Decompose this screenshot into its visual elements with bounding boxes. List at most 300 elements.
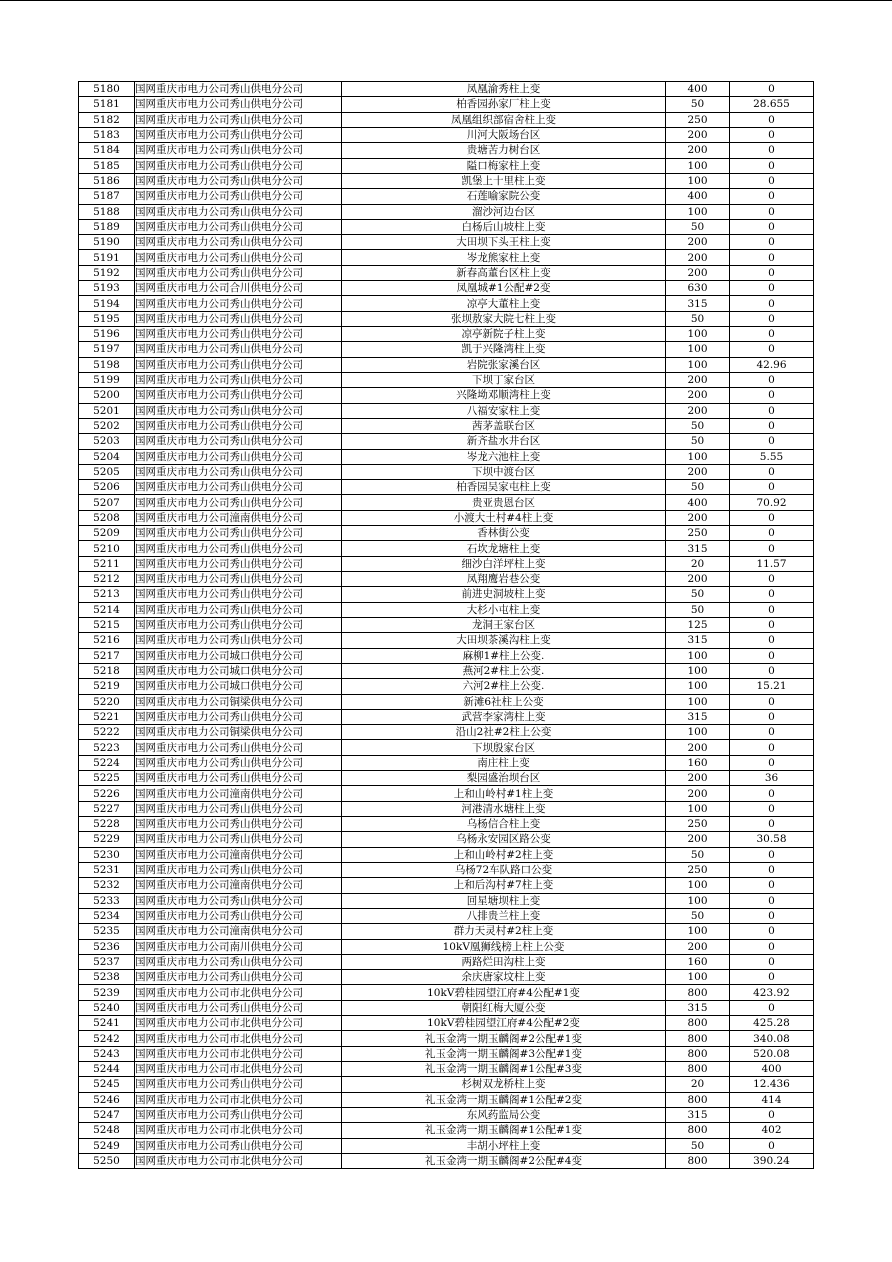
capacity-cell: 20 (666, 1077, 730, 1092)
company-cell: 国网重庆市电力公司秀山供电分公司 (135, 617, 342, 632)
capacity-cell: 50 (666, 847, 730, 862)
transformer-name-cell: 东风药监局公变 (342, 1107, 666, 1122)
transformer-name-cell: 香林街公变 (342, 526, 666, 541)
table-row (79, 602, 814, 617)
capacity-cell: 200 (666, 235, 730, 250)
value-cell: 0 (730, 893, 814, 908)
capacity-cell: 315 (666, 633, 730, 648)
table-row (79, 572, 814, 587)
company-cell: 国网重庆市电力公司秀山供电分公司 (135, 1077, 342, 1092)
value-cell: 0 (730, 372, 814, 387)
table-row (79, 388, 814, 403)
capacity-cell: 250 (666, 526, 730, 541)
table-body (79, 82, 814, 1169)
value-cell: 15.21 (730, 679, 814, 694)
table-row (79, 771, 814, 786)
row-id-cell: 5207 (79, 495, 135, 510)
company-cell: 国网重庆市电力公司秀山供电分公司 (135, 970, 342, 985)
row-id-cell: 5229 (79, 832, 135, 847)
table-row (79, 832, 814, 847)
row-id-cell: 5184 (79, 143, 135, 158)
value-cell: 0 (730, 924, 814, 939)
company-cell: 国网重庆市电力公司秀山供电分公司 (135, 357, 342, 372)
capacity-cell: 100 (666, 893, 730, 908)
row-id-cell: 5244 (79, 1062, 135, 1077)
table-row (79, 173, 814, 188)
transformer-name-cell: 细沙白洋坪柱上变 (342, 556, 666, 571)
value-cell: 0 (730, 510, 814, 525)
company-cell: 国网重庆市电力公司秀山供电分公司 (135, 740, 342, 755)
capacity-cell: 800 (666, 1153, 730, 1168)
row-id-cell: 5226 (79, 786, 135, 801)
capacity-cell: 50 (666, 97, 730, 112)
value-cell: 0 (730, 250, 814, 265)
capacity-cell: 200 (666, 510, 730, 525)
transformer-name-cell: 沿山2社#2柱上公变 (342, 725, 666, 740)
value-cell: 0 (730, 786, 814, 801)
table-row (79, 1107, 814, 1122)
row-id-cell: 5196 (79, 327, 135, 342)
transformer-name-cell: 麻柳1#柱上公变. (342, 648, 666, 663)
capacity-cell: 100 (666, 679, 730, 694)
capacity-cell: 100 (666, 342, 730, 357)
table-row (79, 817, 814, 832)
transformer-name-cell: 石莲喻家院公变 (342, 189, 666, 204)
transformer-name-cell: 上和山岭村#1柱上变 (342, 786, 666, 801)
capacity-cell: 800 (666, 1016, 730, 1031)
capacity-cell: 100 (666, 878, 730, 893)
company-cell: 国网重庆市电力公司潼南供电分公司 (135, 878, 342, 893)
value-cell: 0 (730, 694, 814, 709)
value-cell: 0 (730, 939, 814, 954)
company-cell: 国网重庆市电力公司秀山供电分公司 (135, 495, 342, 510)
table-row (79, 755, 814, 770)
value-cell: 0 (730, 434, 814, 449)
company-cell: 国网重庆市电力公司秀山供电分公司 (135, 372, 342, 387)
row-id-cell: 5232 (79, 878, 135, 893)
table-row (79, 510, 814, 525)
table-row (79, 541, 814, 556)
transformer-name-cell: 石坎龙塘柱上变 (342, 541, 666, 556)
transformer-name-cell: 柏香园孙家厂柱上变 (342, 97, 666, 112)
table-row (79, 480, 814, 495)
value-cell: 70.92 (730, 495, 814, 510)
table-row (79, 679, 814, 694)
transformer-name-cell: 前进史洞坡柱上变 (342, 587, 666, 602)
capacity-cell: 315 (666, 1107, 730, 1122)
row-id-cell: 5185 (79, 158, 135, 173)
table-row (79, 587, 814, 602)
value-cell: 0 (730, 265, 814, 280)
value-cell: 0 (730, 541, 814, 556)
value-cell: 0 (730, 526, 814, 541)
row-id-cell: 5234 (79, 908, 135, 923)
company-cell: 国网重庆市电力公司市北供电分公司 (135, 1046, 342, 1061)
transformer-name-cell: 岩院张家溪台区 (342, 357, 666, 372)
row-id-cell: 5241 (79, 1016, 135, 1031)
company-cell: 国网重庆市电力公司秀山供电分公司 (135, 480, 342, 495)
capacity-cell: 200 (666, 388, 730, 403)
table-row (79, 1153, 814, 1168)
capacity-cell: 50 (666, 219, 730, 234)
capacity-cell: 800 (666, 1031, 730, 1046)
value-cell: 11.57 (730, 556, 814, 571)
value-cell: 0 (730, 709, 814, 724)
transformer-name-cell: 10kV碧桂园望江府#4公配#2变 (342, 1016, 666, 1031)
value-cell: 0 (730, 663, 814, 678)
transformer-name-cell: 凉亭新院子柱上变 (342, 327, 666, 342)
row-id-cell: 5200 (79, 388, 135, 403)
transformer-name-cell: 隘口梅家柱上变 (342, 158, 666, 173)
value-cell: 0 (730, 82, 814, 97)
table-row (79, 1046, 814, 1061)
transformer-name-cell: 回星塘坝柱上变 (342, 893, 666, 908)
row-id-cell: 5191 (79, 250, 135, 265)
value-cell: 520.08 (730, 1046, 814, 1061)
capacity-cell: 800 (666, 1123, 730, 1138)
capacity-cell: 315 (666, 709, 730, 724)
value-cell: 0 (730, 617, 814, 632)
company-cell: 国网重庆市电力公司秀山供电分公司 (135, 173, 342, 188)
company-cell: 国网重庆市电力公司市北供电分公司 (135, 1062, 342, 1077)
row-id-cell: 5183 (79, 127, 135, 142)
capacity-cell: 100 (666, 357, 730, 372)
row-id-cell: 5194 (79, 296, 135, 311)
value-cell: 390.24 (730, 1153, 814, 1168)
value-cell: 0 (730, 127, 814, 142)
table-row (79, 342, 814, 357)
table-row (79, 556, 814, 571)
company-cell: 国网重庆市电力公司秀山供电分公司 (135, 250, 342, 265)
table-row (79, 296, 814, 311)
capacity-cell: 250 (666, 112, 730, 127)
capacity-cell: 200 (666, 786, 730, 801)
company-cell: 国网重庆市电力公司秀山供电分公司 (135, 311, 342, 326)
table-row (79, 1031, 814, 1046)
table-row (79, 908, 814, 923)
value-cell: 0 (730, 1107, 814, 1122)
value-cell: 402 (730, 1123, 814, 1138)
row-id-cell: 5195 (79, 311, 135, 326)
table-row (79, 617, 814, 632)
transformer-name-cell: 余庆唐家坟柱上变 (342, 970, 666, 985)
table-row (79, 939, 814, 954)
transformer-name-cell: 朝阳红梅大厦公变 (342, 1000, 666, 1015)
table-row (79, 648, 814, 663)
company-cell: 国网重庆市电力公司秀山供电分公司 (135, 342, 342, 357)
table-row (79, 633, 814, 648)
row-id-cell: 5210 (79, 541, 135, 556)
row-id-cell: 5222 (79, 725, 135, 740)
capacity-cell: 250 (666, 817, 730, 832)
row-id-cell: 5182 (79, 112, 135, 127)
capacity-cell: 100 (666, 725, 730, 740)
row-id-cell: 5250 (79, 1153, 135, 1168)
capacity-cell: 200 (666, 832, 730, 847)
row-id-cell: 5215 (79, 617, 135, 632)
transformer-name-cell: 贵亚贵恩台区 (342, 495, 666, 510)
company-cell: 国网重庆市电力公司秀山供电分公司 (135, 771, 342, 786)
transformer-name-cell: 10kV碧桂园望江府#4公配#1变 (342, 985, 666, 1000)
company-cell: 国网重庆市电力公司市北供电分公司 (135, 1031, 342, 1046)
value-cell: 0 (730, 112, 814, 127)
company-cell: 国网重庆市电力公司秀山供电分公司 (135, 112, 342, 127)
capacity-cell: 400 (666, 495, 730, 510)
capacity-cell: 200 (666, 372, 730, 387)
row-id-cell: 5217 (79, 648, 135, 663)
row-id-cell: 5205 (79, 464, 135, 479)
value-cell: 0 (730, 572, 814, 587)
row-id-cell: 5247 (79, 1107, 135, 1122)
capacity-cell: 800 (666, 1092, 730, 1107)
table-row (79, 189, 814, 204)
transformer-name-cell: 丰胡小坪柱上变 (342, 1138, 666, 1153)
value-cell: 340.08 (730, 1031, 814, 1046)
table-row (79, 357, 814, 372)
company-cell: 国网重庆市电力公司秀山供电分公司 (135, 602, 342, 617)
table-row (79, 495, 814, 510)
table-row (79, 464, 814, 479)
transformer-name-cell: 礼玉金湾一期玉麟阁#2公配#4变 (342, 1153, 666, 1168)
row-id-cell: 5189 (79, 219, 135, 234)
table-row (79, 97, 814, 112)
company-cell: 国网重庆市电力公司城口供电分公司 (135, 648, 342, 663)
row-id-cell: 5208 (79, 510, 135, 525)
capacity-cell: 630 (666, 281, 730, 296)
capacity-cell: 100 (666, 970, 730, 985)
capacity-cell: 315 (666, 296, 730, 311)
company-cell: 国网重庆市电力公司秀山供电分公司 (135, 541, 342, 556)
table-row (79, 1123, 814, 1138)
row-id-cell: 5216 (79, 633, 135, 648)
company-cell: 国网重庆市电力公司秀山供电分公司 (135, 327, 342, 342)
transformer-name-cell: 大田坝下头王柱上变 (342, 235, 666, 250)
company-cell: 国网重庆市电力公司市北供电分公司 (135, 1123, 342, 1138)
transformer-name-cell: 下坝殷家台区 (342, 740, 666, 755)
company-cell: 国网重庆市电力公司市北供电分公司 (135, 1153, 342, 1168)
company-cell: 国网重庆市电力公司秀山供电分公司 (135, 862, 342, 877)
table-row (79, 403, 814, 418)
value-cell: 0 (730, 1000, 814, 1015)
row-id-cell: 5186 (79, 173, 135, 188)
row-id-cell: 5236 (79, 939, 135, 954)
company-cell: 国网重庆市电力公司潼南供电分公司 (135, 510, 342, 525)
transformer-name-cell: 柏香园吴家屯柱上变 (342, 480, 666, 495)
value-cell: 5.55 (730, 449, 814, 464)
capacity-cell: 100 (666, 801, 730, 816)
transformer-name-cell: 梨园盛治坝台区 (342, 771, 666, 786)
table-row (79, 204, 814, 219)
company-cell: 国网重庆市电力公司南川供电分公司 (135, 939, 342, 954)
company-cell: 国网重庆市电力公司铜梁供电分公司 (135, 694, 342, 709)
row-id-cell: 5221 (79, 709, 135, 724)
value-cell: 0 (730, 173, 814, 188)
table-row (79, 847, 814, 862)
transformer-name-cell: 礼玉金湾一期玉麟阁#1公配#1变 (342, 1123, 666, 1138)
company-cell: 国网重庆市电力公司秀山供电分公司 (135, 403, 342, 418)
row-id-cell: 5214 (79, 602, 135, 617)
table-row (79, 924, 814, 939)
row-id-cell: 5220 (79, 694, 135, 709)
transformer-name-cell: 八排贵兰柱上变 (342, 908, 666, 923)
company-cell: 国网重庆市电力公司秀山供电分公司 (135, 801, 342, 816)
capacity-cell: 315 (666, 541, 730, 556)
transformer-name-cell: 凯于兴隆湾柱上变 (342, 342, 666, 357)
capacity-cell: 100 (666, 204, 730, 219)
company-cell: 国网重庆市电力公司秀山供电分公司 (135, 388, 342, 403)
company-cell: 国网重庆市电力公司秀山供电分公司 (135, 127, 342, 142)
company-cell: 国网重庆市电力公司秀山供电分公司 (135, 204, 342, 219)
table-row (79, 786, 814, 801)
company-cell: 国网重庆市电力公司秀山供电分公司 (135, 143, 342, 158)
transformer-name-cell: 燕河2#柱上公变. (342, 663, 666, 678)
company-cell: 国网重庆市电力公司铜梁供电分公司 (135, 725, 342, 740)
company-cell: 国网重庆市电力公司城口供电分公司 (135, 679, 342, 694)
table-row (79, 449, 814, 464)
capacity-cell: 200 (666, 572, 730, 587)
transformer-name-cell: 白杨后山坡柱上变 (342, 219, 666, 234)
row-id-cell: 5248 (79, 1123, 135, 1138)
table-row (79, 250, 814, 265)
value-cell: 0 (730, 281, 814, 296)
value-cell: 0 (730, 235, 814, 250)
row-id-cell: 5192 (79, 265, 135, 280)
company-cell: 国网重庆市电力公司潼南供电分公司 (135, 847, 342, 862)
table-row (79, 418, 814, 433)
capacity-cell: 200 (666, 771, 730, 786)
table-row (79, 219, 814, 234)
value-cell: 0 (730, 327, 814, 342)
transformer-name-cell: 乌杨永安园区路公变 (342, 832, 666, 847)
table-row (79, 526, 814, 541)
value-cell: 12.436 (730, 1077, 814, 1092)
table-row (79, 1077, 814, 1092)
value-cell: 0 (730, 1138, 814, 1153)
transformer-name-cell: 大田坝茶溪沟柱上变 (342, 633, 666, 648)
value-cell: 0 (730, 970, 814, 985)
value-cell: 0 (730, 480, 814, 495)
table-row (79, 434, 814, 449)
table-row (79, 235, 814, 250)
capacity-cell: 20 (666, 556, 730, 571)
company-cell: 国网重庆市电力公司秀山供电分公司 (135, 526, 342, 541)
table-row (79, 1062, 814, 1077)
value-cell: 0 (730, 311, 814, 326)
row-id-cell: 5180 (79, 82, 135, 97)
table-row (79, 1092, 814, 1107)
capacity-cell: 50 (666, 602, 730, 617)
transformer-name-cell: 小渡大土村#4柱上变 (342, 510, 666, 525)
capacity-cell: 400 (666, 189, 730, 204)
transformer-name-cell: 群力天灵村#2柱上变 (342, 924, 666, 939)
table-row (79, 112, 814, 127)
transformer-name-cell: 新齐盐水井台区 (342, 434, 666, 449)
row-id-cell: 5231 (79, 862, 135, 877)
capacity-cell: 100 (666, 924, 730, 939)
row-id-cell: 5237 (79, 954, 135, 969)
transformer-name-cell: 10kV凰狮线榜上柱上公变 (342, 939, 666, 954)
company-cell: 国网重庆市电力公司秀山供电分公司 (135, 832, 342, 847)
company-cell: 国网重庆市电力公司潼南供电分公司 (135, 924, 342, 939)
transformer-name-cell: 杉树双龙桥柱上变 (342, 1077, 666, 1092)
company-cell: 国网重庆市电力公司秀山供电分公司 (135, 219, 342, 234)
company-cell: 国网重庆市电力公司秀山供电分公司 (135, 418, 342, 433)
value-cell: 0 (730, 464, 814, 479)
transformer-name-cell: 兴隆坳邓顺湾柱上变 (342, 388, 666, 403)
page-top-rule (0, 0, 892, 1)
value-cell: 423.92 (730, 985, 814, 1000)
company-cell: 国网重庆市电力公司秀山供电分公司 (135, 954, 342, 969)
row-id-cell: 5243 (79, 1046, 135, 1061)
company-cell: 国网重庆市电力公司秀山供电分公司 (135, 908, 342, 923)
value-cell: 30.58 (730, 832, 814, 847)
transformer-name-cell: 礼玉金湾一期玉麟阁#3公配#1变 (342, 1046, 666, 1061)
row-id-cell: 5202 (79, 418, 135, 433)
table-row (79, 954, 814, 969)
transformer-name-cell: 下坝丁家台区 (342, 372, 666, 387)
capacity-cell: 160 (666, 755, 730, 770)
company-cell: 国网重庆市电力公司秀山供电分公司 (135, 817, 342, 832)
table-row (79, 740, 814, 755)
row-id-cell: 5190 (79, 235, 135, 250)
transformer-name-cell: 河港清水塘柱上变 (342, 801, 666, 816)
table-row (79, 1016, 814, 1031)
table-row (79, 127, 814, 142)
row-id-cell: 5239 (79, 985, 135, 1000)
capacity-cell: 100 (666, 694, 730, 709)
row-id-cell: 5199 (79, 372, 135, 387)
capacity-cell: 315 (666, 1000, 730, 1015)
capacity-cell: 100 (666, 327, 730, 342)
value-cell: 414 (730, 1092, 814, 1107)
table-row (79, 158, 814, 173)
value-cell: 0 (730, 725, 814, 740)
table-row (79, 1138, 814, 1153)
transformer-name-cell: 张坝敖家大院七柱上变 (342, 311, 666, 326)
value-cell: 0 (730, 189, 814, 204)
company-cell: 国网重庆市电力公司城口供电分公司 (135, 663, 342, 678)
transformer-name-cell: 岑龙六池柱上变 (342, 449, 666, 464)
company-cell: 国网重庆市电力公司市北供电分公司 (135, 985, 342, 1000)
company-cell: 国网重庆市电力公司秀山供电分公司 (135, 434, 342, 449)
company-cell: 国网重庆市电力公司秀山供电分公司 (135, 587, 342, 602)
capacity-cell: 100 (666, 158, 730, 173)
capacity-cell: 125 (666, 617, 730, 632)
capacity-cell: 50 (666, 480, 730, 495)
value-cell: 0 (730, 817, 814, 832)
table-row (79, 82, 814, 97)
company-cell: 国网重庆市电力公司秀山供电分公司 (135, 633, 342, 648)
transformer-name-cell: 凤凰渝秀柱上变 (342, 82, 666, 97)
row-id-cell: 5228 (79, 817, 135, 832)
capacity-cell: 200 (666, 464, 730, 479)
transformer-name-cell: 南庄柱上变 (342, 755, 666, 770)
row-id-cell: 5223 (79, 740, 135, 755)
value-cell: 0 (730, 158, 814, 173)
table-row (79, 862, 814, 877)
company-cell: 国网重庆市电力公司潼南供电分公司 (135, 786, 342, 801)
value-cell: 0 (730, 143, 814, 158)
transformer-name-cell: 六河2#柱上公变. (342, 679, 666, 694)
company-cell: 国网重庆市电力公司秀山供电分公司 (135, 97, 342, 112)
row-id-cell: 5246 (79, 1092, 135, 1107)
value-cell: 0 (730, 847, 814, 862)
value-cell: 0 (730, 801, 814, 816)
row-id-cell: 5249 (79, 1138, 135, 1153)
transformer-name-cell: 新春高董台区柱上变 (342, 265, 666, 280)
transformer-name-cell: 礼玉金湾一期玉麟阁#1公配#2变 (342, 1092, 666, 1107)
value-cell: 36 (730, 771, 814, 786)
